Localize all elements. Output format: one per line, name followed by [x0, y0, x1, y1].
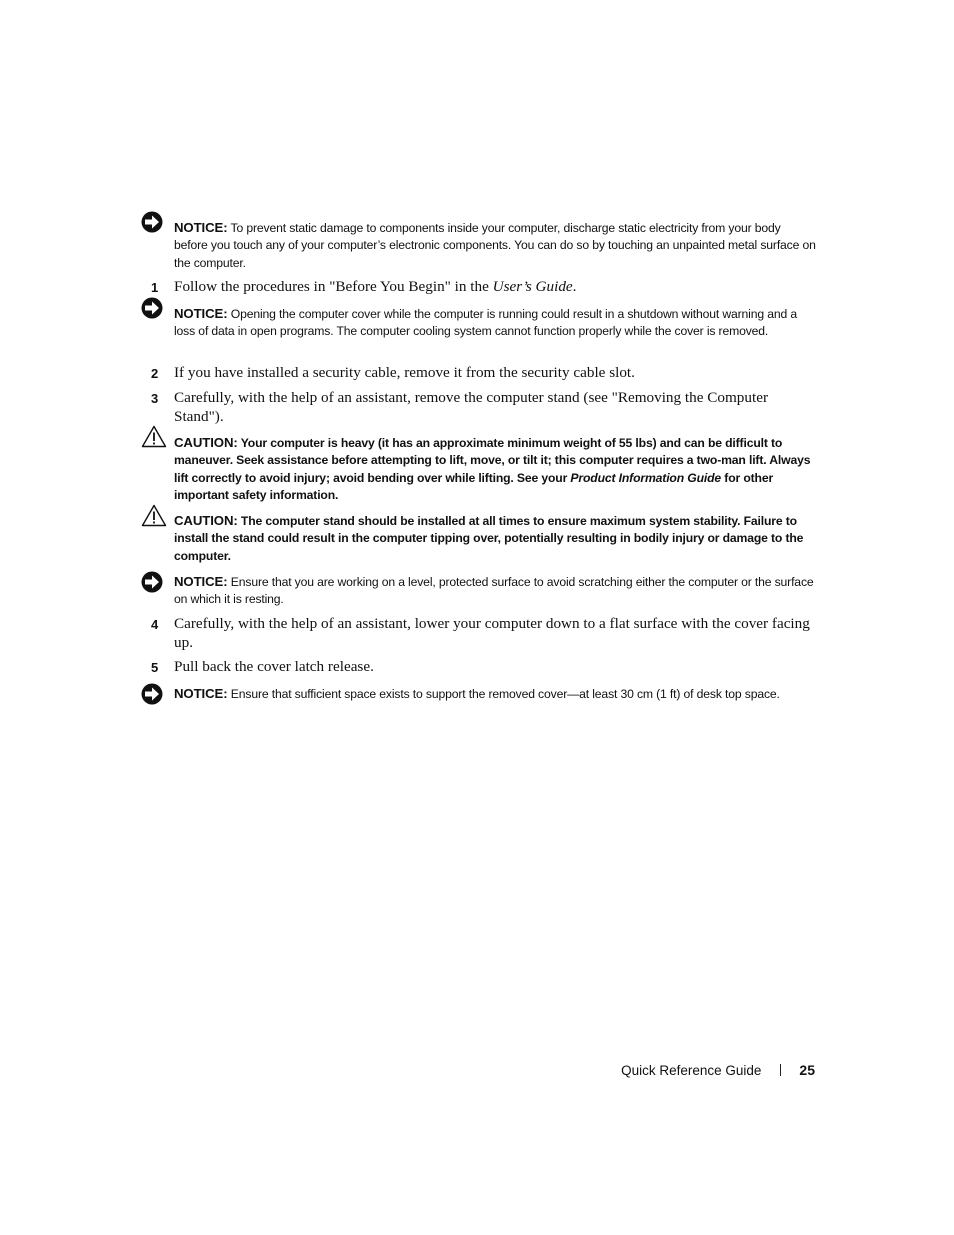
- step-text: Follow the procedures in "Before You Begin" in the: [174, 278, 493, 295]
- caution-label: CAUTION:: [174, 513, 238, 528]
- notice-arrow-icon: [141, 211, 163, 233]
- caution-heavy-computer: [174, 434, 816, 504]
- notice-label: NOTICE:: [174, 220, 228, 235]
- notice-static-discharge: [174, 219, 816, 272]
- step-number: 3: [151, 391, 159, 406]
- notice-arrow-icon: [141, 683, 163, 705]
- caution-computer-stand: [174, 512, 816, 565]
- step-text-after: .: [572, 278, 577, 295]
- caution-triangle-icon: [141, 504, 167, 527]
- caution-text-after: for other important safety information.: [174, 470, 774, 502]
- notice-cover-open: [174, 305, 816, 341]
- footer-separator: [780, 1064, 781, 1076]
- notice-label: NOTICE:: [174, 306, 228, 321]
- notice-text: Ensure that sufficient space exists to support the removed cover—at least 30 cm (1 ft) of desk top space.: [230, 687, 780, 701]
- caution-label: CAUTION:: [174, 435, 238, 450]
- footer-title: Quick Reference Guide: [621, 1062, 762, 1078]
- notice-text: Ensure that you are working on a level, protected surface to avoid scratching either the computer or the surface on which it is resting.: [174, 575, 814, 607]
- notice-text: Opening the computer cover while the computer is running could result in a shutdown without warning and a loss of data in open programs. The computer cooling system cannot function properly while the cover is removed.: [174, 307, 797, 339]
- step-3: [174, 389, 816, 426]
- step-1: [174, 278, 816, 297]
- step-text: If you have installed a security cable, remove it from the security cable slot.: [174, 364, 635, 381]
- step-number: 4: [151, 617, 159, 632]
- caution-text: The computer stand should be installed at all times to ensure maximum system stability. Failure to install the stand could result in the computer tipping over, potentially resulting in bodily injury or damage to the computer.: [174, 514, 804, 563]
- notice-arrow-icon: [141, 297, 163, 319]
- notice-desk-space: [174, 685, 834, 703]
- page-footer: [560, 1062, 815, 1078]
- step-2: [174, 364, 816, 383]
- step-5: [174, 658, 816, 677]
- caution-text: Your computer is heavy (it has an approximate minimum weight of 55 lbs) and can be difficult to maneuver. Seek assistance before attempting to lift, move, or tilt it; this computer requires a two-man lift. Always lift correctly to avoid injury; avoid bending over while lifting. See your: [174, 436, 811, 485]
- step-text: Carefully, with the help of an assistant, lower your computer down to a flat surface with the cover facing up.: [174, 615, 810, 651]
- notice-level-surface: [174, 573, 816, 609]
- step-text: Carefully, with the help of an assistant, remove the computer stand (see "Removing the Computer Stand").: [174, 389, 769, 425]
- step-number: 5: [151, 660, 159, 675]
- caution-emphasis: Product Information Guide: [570, 470, 722, 485]
- notice-label: NOTICE:: [174, 574, 228, 589]
- notice-arrow-icon: [141, 571, 163, 593]
- step-text: Pull back the cover latch release.: [174, 658, 374, 675]
- caution-triangle-icon: [141, 425, 167, 448]
- step-emphasis: User’s Guide: [492, 278, 573, 295]
- step-4: [174, 615, 816, 652]
- page-number: 25: [799, 1062, 815, 1078]
- notice-label: NOTICE:: [174, 686, 228, 701]
- step-number: 2: [151, 366, 159, 381]
- step-number: 1: [151, 280, 159, 295]
- notice-text: To prevent static damage to components inside your computer, discharge static electricity from your body before you touch any of your computer’s electronic components. You can do so by touching an unpainted metal surface on the computer.: [174, 221, 816, 270]
